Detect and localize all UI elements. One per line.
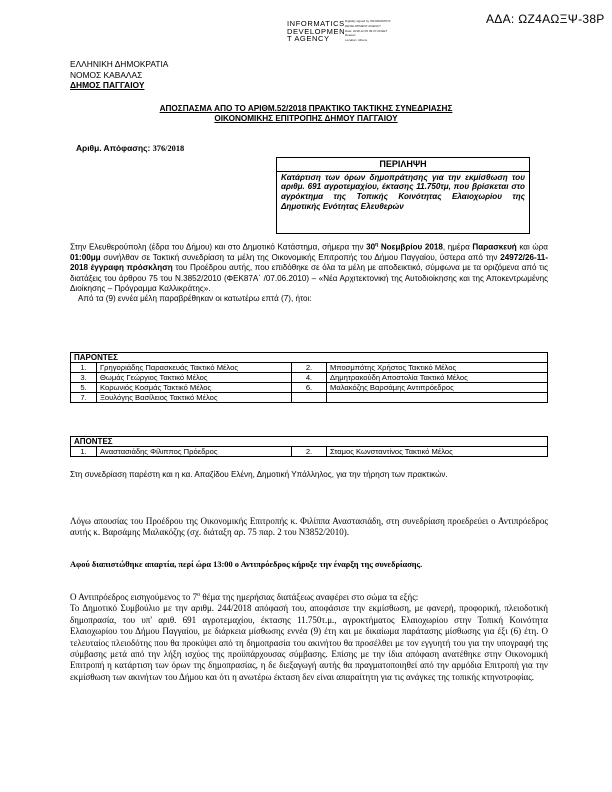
text-run: συνήλθαν σε Τακτική συνεδρίαση τα μέλη της Οικονομικής Επιτροπής του Δήμου Παγγαίου, ύστερα από την	[100, 252, 501, 262]
member-number: 3.	[71, 373, 97, 383]
signature-detail-line: Location: Athens	[345, 38, 368, 43]
member-name: Δημητρακούδη Αποστολία Τακτικό Μέλος	[327, 373, 548, 383]
member-name	[327, 393, 548, 403]
agency-line: INFORMATICS	[287, 19, 345, 28]
secretary-paragraph: Στη συνεδρίαση παρέστη και η κα. Απαζίδου Ελένη, Δημοτική Υπάλληλος, για την τήρηση των πρακτικών.	[70, 470, 448, 479]
summary-text: Κατάρτιση των όρων δημοπράτησης για την εκμίσθωση του αριθμ. 691 αγροτεμαχίου, έκτασης 11.750τμ, που βρίσκεται στο αγρόκτημα της Τοπικής Κοινότητας Ελαιοχωρίου της Δημοτικής Ενότητας Ελευθερών	[281, 172, 525, 212]
text-run: του Προέδρου αυτής, που επιδόθηκε σε όλα τα μέλη με αποδεικτικό, σύμφωνα με τα οριζόμενα από τις διατάξεις του άρθρου 75 του Ν.3852/2010 (ΦΕΚ87Α΄ /07.06.2010) – «Νέα Αρχιτεκτονική της Αυτοδιοίκησης και της Αποκεντρωμένης Διοίκησης – Πρόγραμμα Καλλικράτης».	[70, 263, 548, 293]
member-name: Γρηγοριάδης Παρασκευάς Τακτικό Μέλος	[97, 363, 292, 373]
present-members-table	[70, 352, 548, 403]
member-name: Αναστασιάδης Φίλιππος Πρόεδρος	[97, 447, 292, 457]
agenda-intro	[70, 590, 548, 603]
header-municipality: ΔΗΜΟΣ ΠΑΓΓΑΙΟΥ	[70, 80, 145, 91]
meeting-weekday: Παρασκευή	[472, 242, 517, 252]
meeting-intro-paragraph	[70, 240, 548, 304]
member-name: Ξουλόγης Βασίλειος Τακτικό Μέλος	[97, 393, 292, 403]
summary-box	[276, 157, 530, 234]
member-number: 1.	[71, 447, 97, 457]
absent-heading: ΑΠΟΝΤΕΣ	[71, 437, 548, 447]
table-row	[71, 393, 548, 403]
member-number: 5.	[71, 383, 97, 393]
meeting-time: 01:00μμ	[70, 252, 101, 262]
superscript: ο	[197, 592, 201, 598]
meeting-month: Νοεμβρίου 2018	[380, 242, 443, 252]
header-republic: ΕΛΛΗΝΙΚΗ ΔΗΜΟΚΡΑΤΙΑ	[70, 59, 169, 69]
text-run: Στην Ελευθερούπολη (έδρα του Δήμου) και στο Δημοτικό Κατάστημα, σήμερα την	[70, 242, 367, 252]
member-name: Μαλακόζης Βαρσάμης Αντιπρόεδρος	[327, 383, 548, 393]
member-number: 2.	[292, 447, 327, 457]
decision-label: Αριθμ. Απόφασης:	[76, 143, 151, 153]
signature-details	[345, 19, 415, 43]
member-name: Μποσμπότης Χρήστος Τακτικό Μέλος	[327, 363, 548, 373]
absent-members-table	[70, 436, 548, 457]
member-name: Κορωνιός Κοσμάς Τακτικό Μέλος	[97, 383, 292, 393]
signature-agency-label	[287, 20, 345, 43]
member-name: Θωμάς Γεώργιος Τακτικό Μέλος	[97, 373, 292, 383]
invitation-reference: 24972/26-11-2018 έγγραφη πρόσκληση	[70, 252, 548, 273]
table-row	[71, 363, 548, 373]
meeting-day: 30	[366, 242, 376, 252]
superscript: η	[375, 242, 379, 248]
document-header	[70, 59, 168, 91]
agenda-body: Το Δημοτικό Συμβούλιο με την αριθμ. 244/2018 απόφασή του, αποφάσισε την εκμίσθωση, με φανερή, προφορική, πλειοδοτική δημοπρασία, του υπ' αριθ. 691 αγροτεμαχίου, έκτασης 11.750τ.μ., αγροκτήματος Ελαιοχωρίου στην Τοπική Κοινότητα Ελαιοχωρίου του Δήμου Παγγαίου, με διάρκεια μίσθωσης εννέα (9) έτη και με δικαίωμα παράτασης μίσθωσης για έξι (6) έτη. Ο τελευταίος πλειοδότης που θα προκύψει από τη δημοπρασία του ακινήτου θα προσέλθει με τον εγγυητή του για την υπογραφή της σύμβασης μετά από την λήξη ισχύος της προϋπάρχουσας σύμβασης. Επίσης με την ίδια απόφαση ανατέθηκε στην Οικονομική Επιτροπή η κατάρτιση των όρων της δημοπρασίας, η δε διεξαγωγή αυτής θα πραγματοποιηθεί από την αρμόδια Επιτροπή για την εκμίσθωση των ακινήτων του Δήμου και ότι η ανωτέρω έκταση δεν είναι απαραίτητη για τις ανάγκες της τοπικής κτηνοτροφίας.	[70, 603, 548, 682]
summary-heading: ΠΕΡΙΛΗΨΗ	[277, 159, 529, 172]
member-number	[292, 393, 327, 403]
table-row	[71, 373, 548, 383]
chair-paragraph: Λόγω απουσίας του Προέδρου της Οικονομικής Επιτροπής κ. Φιλίππα Αναστασιάδη, στη συνεδρίαση προεδρεύει ο Αντιπρόεδρος αυτής κ. Βαρσάμης Μαλακόζης (σχ. διάταξη αρ. 75 παρ. 2 του Ν3852/2010).	[70, 516, 548, 538]
text-run: , ημέρα	[442, 242, 473, 252]
text-run: Ο Αντιπρόεδρος εισηγούμενος το 7	[70, 592, 198, 602]
signature-detail-line: DEVELOPMENT AGENCY	[345, 23, 381, 28]
member-number: 4.	[292, 373, 327, 383]
document-title	[60, 104, 552, 125]
decision-value: 376/2018	[152, 144, 185, 153]
text-run: θέμα της ημερήσιας διατάξεως αναφέρει στο σώμα τα εξής:	[200, 592, 419, 602]
header-prefecture: ΝΟΜΟΣ ΚΑΒΑΛΑΣ	[70, 69, 143, 80]
ada-code: ΑΔΑ: ΩΖ4ΑΩΞΨ-38Ρ	[486, 12, 605, 26]
agenda-paragraph	[70, 590, 548, 683]
title-line: ΟΙΚΟΝΟΜΙΚΗΣ ΕΠΙΤΡΟΠΗΣ ΔΗΜΟΥ ΠΑΓΓΑΙΟΥ	[214, 114, 398, 124]
table-row	[71, 447, 548, 457]
present-heading: ΠΑΡΟΝΤΕΣ	[71, 353, 548, 363]
agency-line: DEVELOPMEN	[287, 26, 346, 36]
agency-line: T AGENCY	[287, 34, 330, 44]
member-number: 6.	[292, 383, 327, 393]
signature-detail-line: Date: 2018.12.05 09:37:20 EET	[345, 28, 388, 33]
title-line: ΑΠΟΣΠΑΣΜΑ ΑΠΟ ΤΟ ΑΡΙΘΜ.52/2018 ΠΡΑΚΤΙΚΟ ΤΑΚΤΙΚΗΣ ΣΥΝΕΔΡΙΑΣΗΣ	[159, 104, 453, 113]
decision-number	[76, 143, 184, 153]
signature-detail-line: Reason:	[345, 33, 357, 38]
member-number: 7.	[71, 393, 97, 403]
quorum-paragraph: Αφού διαπιστώθηκε απαρτία, περί ώρα 13:00 ο Αντιπρόεδρος κήρυξε την έναρξη της συνεδρίασης.	[70, 560, 423, 569]
signature-detail-line: Digitally signed by INFORMATICS	[345, 19, 391, 23]
member-number: 1.	[71, 363, 97, 373]
text-run: και ώρα	[516, 242, 548, 252]
members-present-intro: Από τα (9) εννέα μέλη παραβρέθηκαν οι κατωτέρω επτά (7), ήτοι:	[78, 294, 312, 304]
table-row	[71, 383, 548, 393]
member-name: Σταμος Κωνσταντίνος Τακτικό Μέλος	[327, 447, 548, 457]
member-number: 2.	[292, 363, 327, 373]
